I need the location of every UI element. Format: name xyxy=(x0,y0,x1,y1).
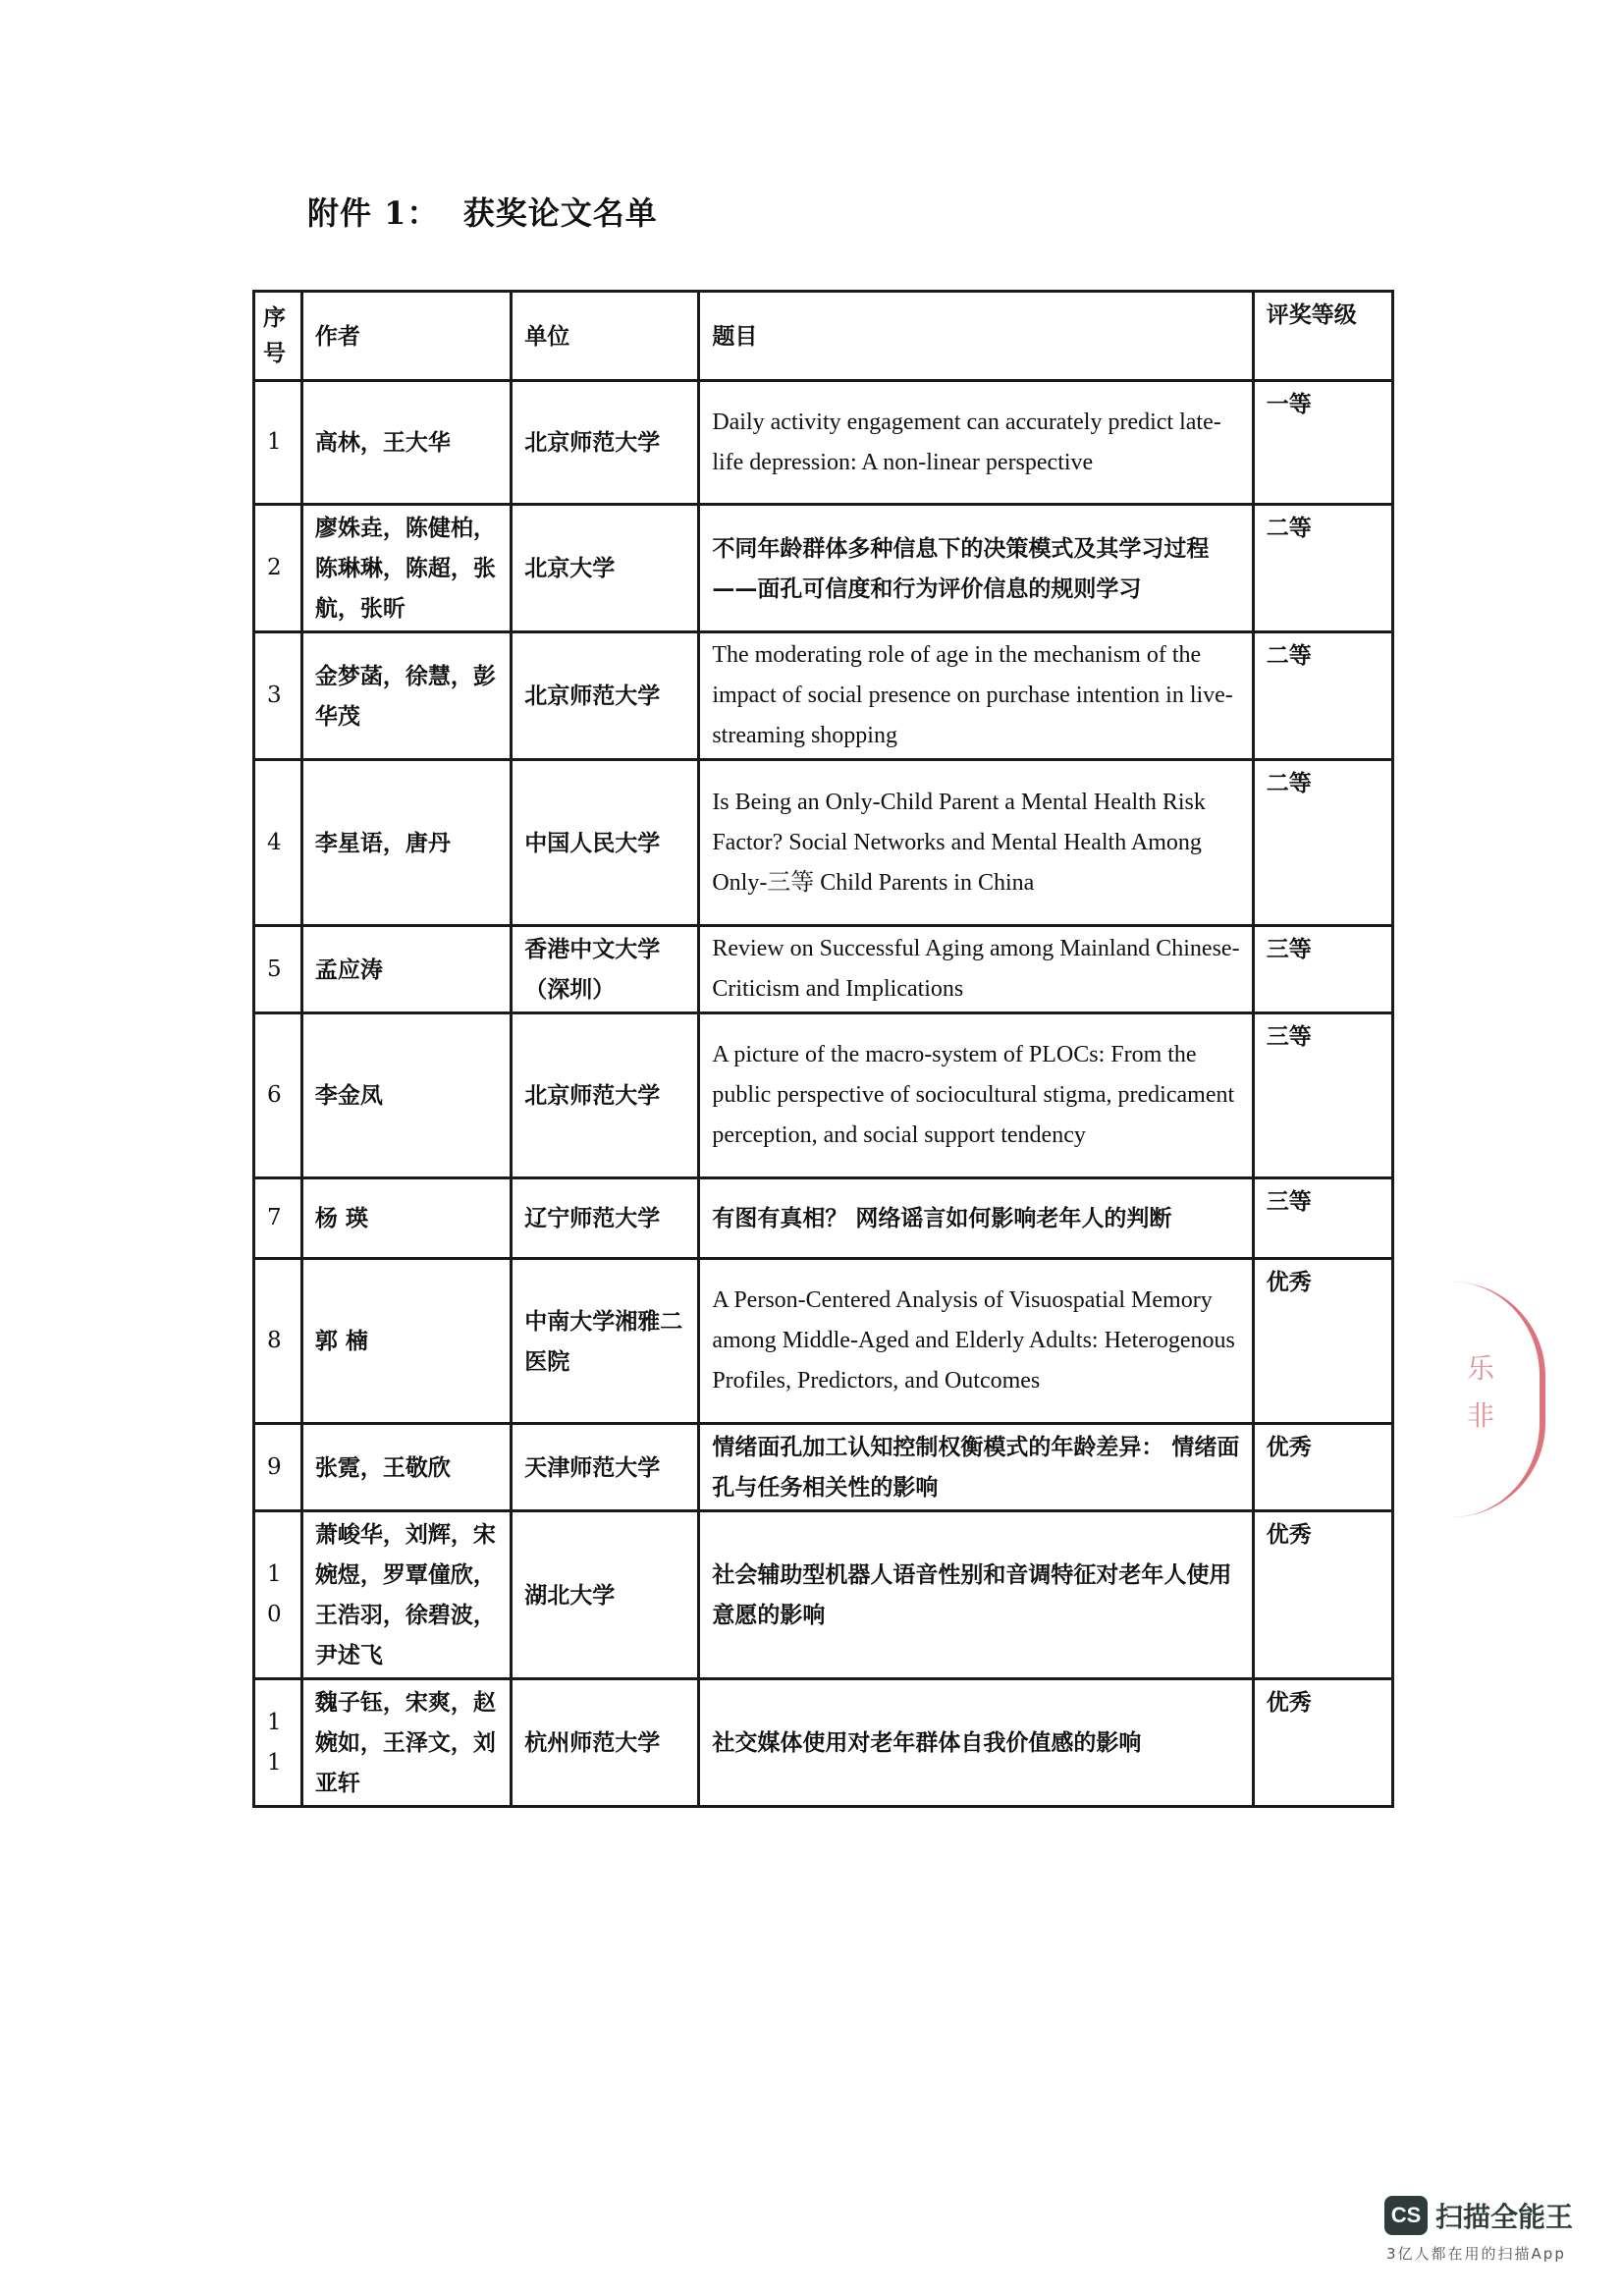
row-author: 杨 瑛 xyxy=(301,1178,511,1259)
row-title: 社会辅助型机器人语音性别和音调特征对老年人使用意愿的影响 xyxy=(699,1511,1253,1679)
table-row xyxy=(254,505,1393,632)
header-author: 作者 xyxy=(301,292,511,381)
row-title: Review on Successful Aging among Mainland Chinese-Criticism and Implications xyxy=(699,926,1253,1013)
row-level: 优秀 xyxy=(1253,1259,1392,1424)
row-author: 郭 楠 xyxy=(301,1259,511,1424)
page-title: 附件 1： 获奖论文名单 xyxy=(307,194,658,232)
header-no: 序号 xyxy=(254,292,302,381)
row-author: 李星语，唐丹 xyxy=(301,760,511,926)
header-unit: 单位 xyxy=(512,292,699,381)
row-author: 高林，王大华 xyxy=(301,381,511,505)
table-row xyxy=(254,1013,1393,1178)
stamp-glyph: 非 xyxy=(1467,1399,1495,1432)
camscanner-logo-icon: CS xyxy=(1384,2196,1428,2235)
table-header-row xyxy=(254,292,1393,381)
table-row xyxy=(254,1511,1393,1679)
row-unit: 北京师范大学 xyxy=(512,632,699,760)
row-title: Daily activity engagement can accurately predict late-life depression: A non-linear perspective xyxy=(699,381,1253,505)
scanner-watermark xyxy=(1384,2196,1573,2235)
row-title: Is Being an Only-Child Parent a Mental Health Risk Factor? Social Networks and Mental Health Among Only-三等 Child Parents in China xyxy=(699,760,1253,926)
watermark-tagline: 3亿人都在用的扫描App xyxy=(1386,2245,1566,2263)
row-level: 二等 xyxy=(1253,760,1392,926)
row-author: 萧峻华，刘辉，宋婉煜，罗覃僮欣，王浩羽，徐碧波，尹述飞 xyxy=(301,1511,511,1679)
row-unit: 中国人民大学 xyxy=(512,760,699,926)
row-author: 廖姝垚，陈健柏，陈琳琳，陈超，张航，张昕 xyxy=(301,505,511,632)
table-row xyxy=(254,381,1393,505)
stamp-glyph: 乐 xyxy=(1467,1352,1495,1385)
row-no: 7 xyxy=(254,1178,302,1259)
row-title: A picture of the macro-system of PLOCs: From the public perspective of sociocultural stigma, predicament perception, and social support tendency xyxy=(699,1013,1253,1178)
row-author: 魏子钰，宋爽，赵婉如，王泽文，刘亚轩 xyxy=(301,1679,511,1807)
row-author: 孟应涛 xyxy=(301,926,511,1013)
row-no: 3 xyxy=(254,632,302,760)
row-title: 社交媒体使用对老年群体自我价值感的影响 xyxy=(699,1679,1253,1807)
header-level: 评奖等级 xyxy=(1253,292,1392,381)
row-level: 三等 xyxy=(1253,1013,1392,1178)
row-title: 有图有真相？ 网络谣言如何影响老年人的判断 xyxy=(699,1178,1253,1259)
row-unit: 杭州师范大学 xyxy=(512,1679,699,1807)
row-no: 2 xyxy=(254,505,302,632)
row-title: A Person-Centered Analysis of Visuospatial Memory among Middle-Aged and Elderly Adults: Heterogenous Profiles, Predictors, and Outcomes xyxy=(699,1259,1253,1424)
stamp-partial-glyphs xyxy=(1467,1345,1506,1440)
row-unit: 湖北大学 xyxy=(512,1511,699,1679)
table-row xyxy=(254,1679,1393,1807)
row-no: 5 xyxy=(254,926,302,1013)
row-level: 优秀 xyxy=(1253,1679,1392,1807)
row-no: 9 xyxy=(254,1424,302,1511)
table-row xyxy=(254,926,1393,1013)
row-unit: 北京大学 xyxy=(512,505,699,632)
row-level: 二等 xyxy=(1253,505,1392,632)
row-title: 不同年龄群体多种信息下的决策模式及其学习过程——面孔可信度和行为评价信息的规则学习 xyxy=(699,505,1253,632)
row-no: 1 xyxy=(254,381,302,505)
row-unit: 中南大学湘雅二医院 xyxy=(512,1259,699,1424)
header-title: 题目 xyxy=(699,292,1253,381)
row-title: 情绪面孔加工认知控制权衡模式的年龄差异： 情绪面孔与任务相关性的影响 xyxy=(699,1424,1253,1511)
watermark-app-name: 扫描全能王 xyxy=(1435,2201,1574,2233)
row-no: 8 xyxy=(254,1259,302,1424)
row-no: 6 xyxy=(254,1013,302,1178)
row-level: 优秀 xyxy=(1253,1424,1392,1511)
row-unit: 北京师范大学 xyxy=(512,381,699,505)
row-author: 张霓，王敬欣 xyxy=(301,1424,511,1511)
row-author: 李金凤 xyxy=(301,1013,511,1178)
table-row xyxy=(254,632,1393,760)
table-row xyxy=(254,1178,1393,1259)
table-row xyxy=(254,1259,1393,1424)
row-level: 二等 xyxy=(1253,632,1392,760)
row-level: 三等 xyxy=(1253,1178,1392,1259)
row-level: 优秀 xyxy=(1253,1511,1392,1679)
table-row xyxy=(254,1424,1393,1511)
table-row xyxy=(254,760,1393,926)
row-unit: 香港中文大学（深圳） xyxy=(512,926,699,1013)
row-level: 三等 xyxy=(1253,926,1392,1013)
row-no: 4 xyxy=(254,760,302,926)
row-unit: 天津师范大学 xyxy=(512,1424,699,1511)
row-unit: 辽宁师范大学 xyxy=(512,1178,699,1259)
row-unit: 北京师范大学 xyxy=(512,1013,699,1178)
award-table xyxy=(252,290,1394,1808)
row-no: 11 xyxy=(254,1679,302,1807)
row-no: 10 xyxy=(254,1511,302,1679)
row-title: The moderating role of age in the mechanism of the impact of social presence on purchase intention in live-streaming shopping xyxy=(699,632,1253,760)
row-level: 一等 xyxy=(1253,381,1392,505)
row-author: 金梦菡，徐慧，彭华茂 xyxy=(301,632,511,760)
